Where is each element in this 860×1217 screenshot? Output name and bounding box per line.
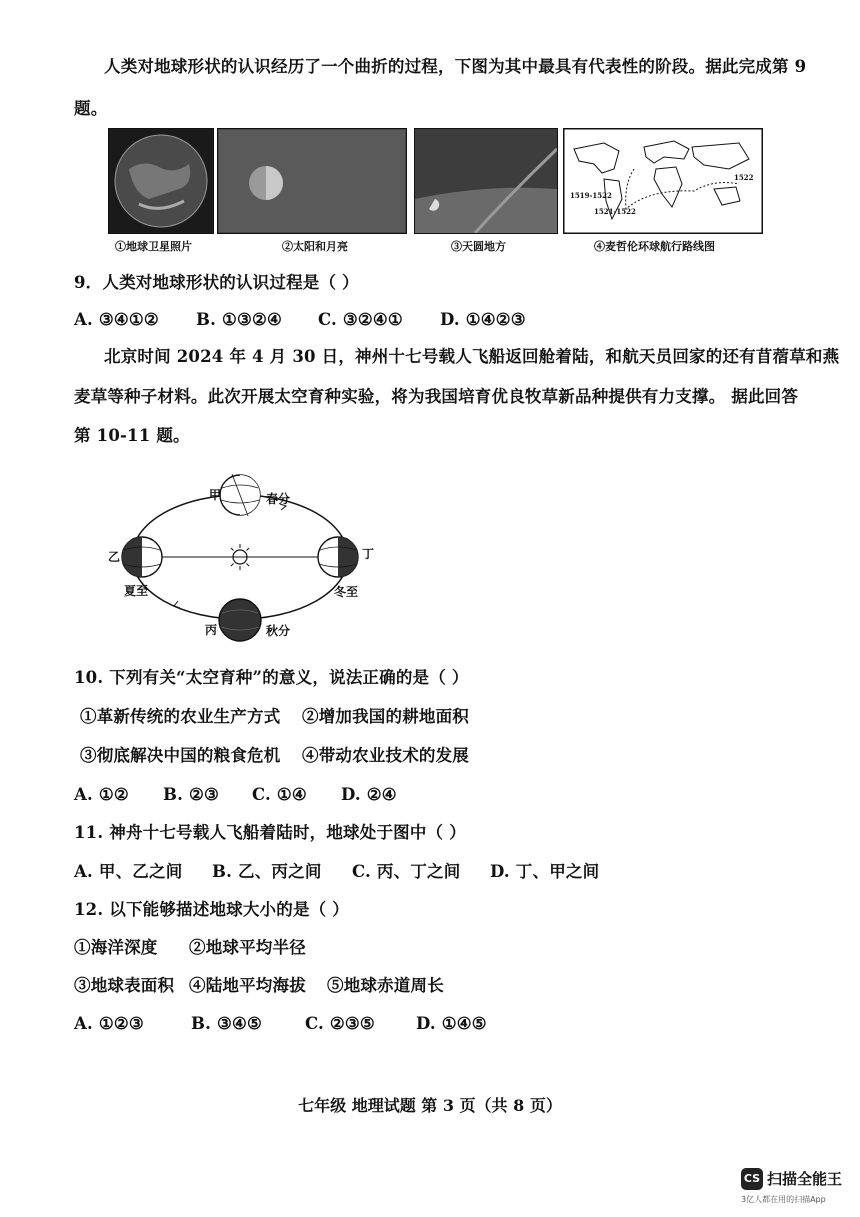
diagram-label-jia: 甲 bbox=[209, 488, 222, 502]
q10-option-a: A. ①② bbox=[74, 785, 129, 804]
q9-stem: 9．人类对地球形状的认识过程是（ ） bbox=[74, 273, 359, 292]
q10-option-b: B. ②③ bbox=[163, 785, 220, 804]
earth-satellite-icon bbox=[109, 129, 213, 233]
camscanner-logo-icon: CS bbox=[741, 1168, 763, 1190]
q11-stem: 11. 神舟十七号载人飞船着陆时，地球处于图中（ ） bbox=[74, 823, 466, 842]
q10-option-c: C. ①④ bbox=[252, 785, 307, 804]
earth-orbit-diagram bbox=[110, 462, 390, 662]
q12-item-2: ②地球平均半径 bbox=[189, 938, 306, 957]
q12-option-d: D. ①④⑤ bbox=[416, 1014, 487, 1033]
diagram-label-xiazhi: 夏至 bbox=[124, 584, 149, 598]
figure-caption: ②太阳和月亮 bbox=[282, 240, 348, 253]
q10-stem: 10. 下列有关“太空育种”的意义，说法正确的是（ ） bbox=[74, 668, 469, 687]
diagram-label-chunfen: 春分 bbox=[266, 492, 291, 506]
watermark-name: 扫描全能王 bbox=[767, 1170, 843, 1188]
earth-jia-icon bbox=[220, 474, 260, 516]
q10-item-1: ①革新传统的农业生产方式 bbox=[80, 707, 281, 726]
q10-item-4: ④带动农业技术的发展 bbox=[302, 746, 469, 765]
q12-item-1: ①海洋深度 bbox=[74, 938, 158, 957]
q12-item-5: ⑤地球赤道周长 bbox=[327, 976, 444, 995]
figure-earth-satellite-photo bbox=[108, 128, 214, 234]
q11-option-a: A. 甲、乙之间 bbox=[74, 862, 183, 881]
figure-sun-and-moon bbox=[217, 128, 407, 234]
map-label: 1521-1522 bbox=[594, 207, 636, 216]
q11-option-d: D. 丁、甲之间 bbox=[490, 862, 600, 881]
diagram-label-ding: 丁 bbox=[362, 547, 375, 561]
intro9-line2: 题。 bbox=[74, 99, 108, 118]
earth-yi-icon bbox=[122, 537, 162, 577]
figure-round-sky-square-earth bbox=[414, 128, 558, 234]
q11-option-c: C. 丙、丁之间 bbox=[352, 862, 461, 881]
figure-caption: ①地球卫星照片 bbox=[115, 240, 192, 253]
intro9-line1: 人类对地球形状的认识经历了一个曲折的过程，下图为其中最具有代表性的阶段。据此完成第 9 bbox=[104, 57, 807, 76]
intro10-line2: 麦草等种子材料。此次开展太空育种实验，将为我国培育优良牧草新品种提供有力支撑。 据此回答 bbox=[74, 387, 799, 406]
diagram-label-yi: 乙 bbox=[108, 550, 121, 564]
diagram-label-bing: 丙 bbox=[205, 623, 218, 637]
q12-item-4: ④陆地平均海拔 bbox=[189, 976, 306, 995]
figure-caption: ④麦哲伦环球航行路线图 bbox=[594, 240, 715, 253]
q12-item-3: ③地球表面积 bbox=[74, 976, 175, 995]
world-map-icon bbox=[564, 129, 762, 233]
intro10-line3: 第 10-11 题。 bbox=[74, 426, 190, 445]
earth-bing-icon bbox=[219, 599, 261, 641]
earth-ding-icon bbox=[318, 537, 358, 577]
sun-and-moon-icon bbox=[218, 129, 406, 233]
q12-stem: 12. 以下能够描述地球大小的是（ ） bbox=[74, 900, 349, 919]
diagram-label-dongzhi: 冬至 bbox=[334, 585, 359, 599]
q11-option-b: B. 乙、丙之间 bbox=[212, 862, 322, 881]
page-footer: 七年级 地理试题 第 3 页（共 8 页） bbox=[298, 1096, 562, 1115]
figure-magellan-route-map bbox=[563, 128, 763, 234]
q9-option-c: C. ③②④① bbox=[318, 310, 403, 329]
map-label: 1522 bbox=[734, 173, 754, 182]
q9-option-b: B. ①③②④ bbox=[196, 310, 283, 329]
q9-option-a: A. ③④①② bbox=[74, 310, 159, 329]
q12-option-b: B. ③④⑤ bbox=[191, 1014, 263, 1033]
diagram-label-qiufen: 秋分 bbox=[266, 624, 291, 638]
map-label: 1519-1522 bbox=[570, 191, 612, 200]
q12-option-a: A. ①②③ bbox=[74, 1014, 144, 1033]
intro10-line1: 北京时间 2024 年 4 月 30 日，神州十七号载人飞船返回舱着陆，和航天员回家的还有苜蓿草和燕 bbox=[104, 347, 840, 366]
q10-item-2: ②增加我国的耕地面积 bbox=[302, 707, 469, 726]
q10-option-d: D. ②④ bbox=[341, 785, 397, 804]
q12-option-c: C. ②③⑤ bbox=[305, 1014, 375, 1033]
round-sky-icon bbox=[415, 129, 557, 233]
q10-item-3: ③彻底解决中国的粮食危机 bbox=[80, 746, 281, 765]
figure-caption: ③天圆地方 bbox=[451, 240, 506, 253]
q9-option-d: D. ①④②③ bbox=[440, 310, 526, 329]
watermark-subtitle: 3亿人都在用的扫描App bbox=[741, 1195, 826, 1204]
